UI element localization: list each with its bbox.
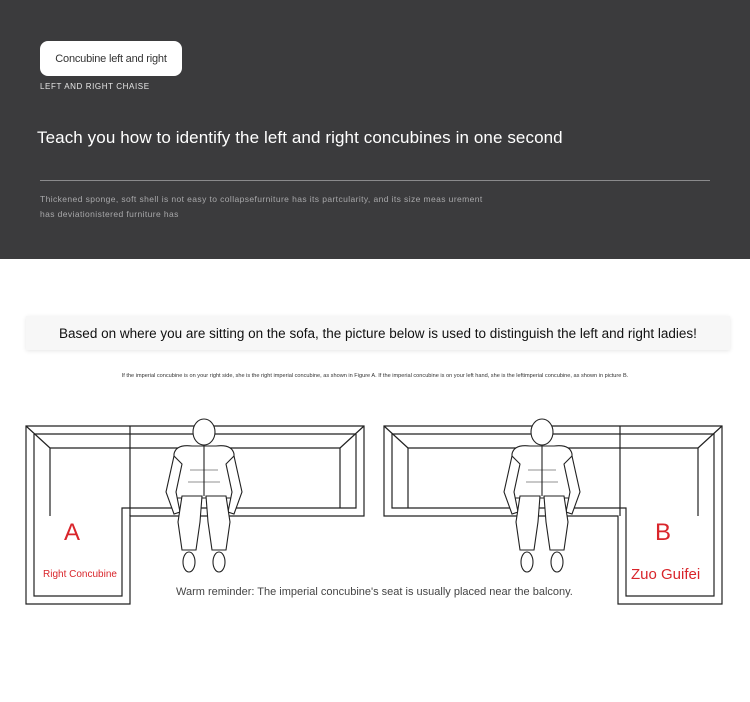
figure-a-letter: A (64, 519, 81, 546)
chaise-pill-label: Concubine left and right (40, 41, 182, 76)
sofa-a-person (166, 419, 242, 572)
header-panel (0, 0, 750, 259)
figure-b-letter: B (655, 519, 672, 546)
description-text: Thickened sponge, soft shell is not easy to collapsefurniture has its partcularity, and its size meas urement has deviationistered furniture has (40, 194, 483, 219)
divider (40, 180, 710, 181)
figure-b-caption: Zuo Guifei (631, 566, 701, 583)
chaise-subtitle: LEFT AND RIGHT CHAISE (40, 82, 150, 91)
sofa-b-person (504, 419, 580, 572)
instruction-banner (26, 316, 730, 350)
banner-text: Based on where you are sitting on the sofa, the picture below is used to distinguish the left and right ladies! (59, 325, 697, 341)
warm-reminder: Warm reminder: The imperial concubine's seat is usually placed near the balcony. (176, 586, 573, 598)
small-note: If the imperial concubine is on your right side, she is the right imperial concubine, as shown in Figure A. If the imperial concubine is on your left hand, she is the leftimperial concubine, as shown in picture B. (121, 373, 629, 379)
headline: Teach you how to identify the left and right concubines in one second (37, 128, 563, 147)
figure-a-caption: Right Concubine (43, 569, 117, 580)
